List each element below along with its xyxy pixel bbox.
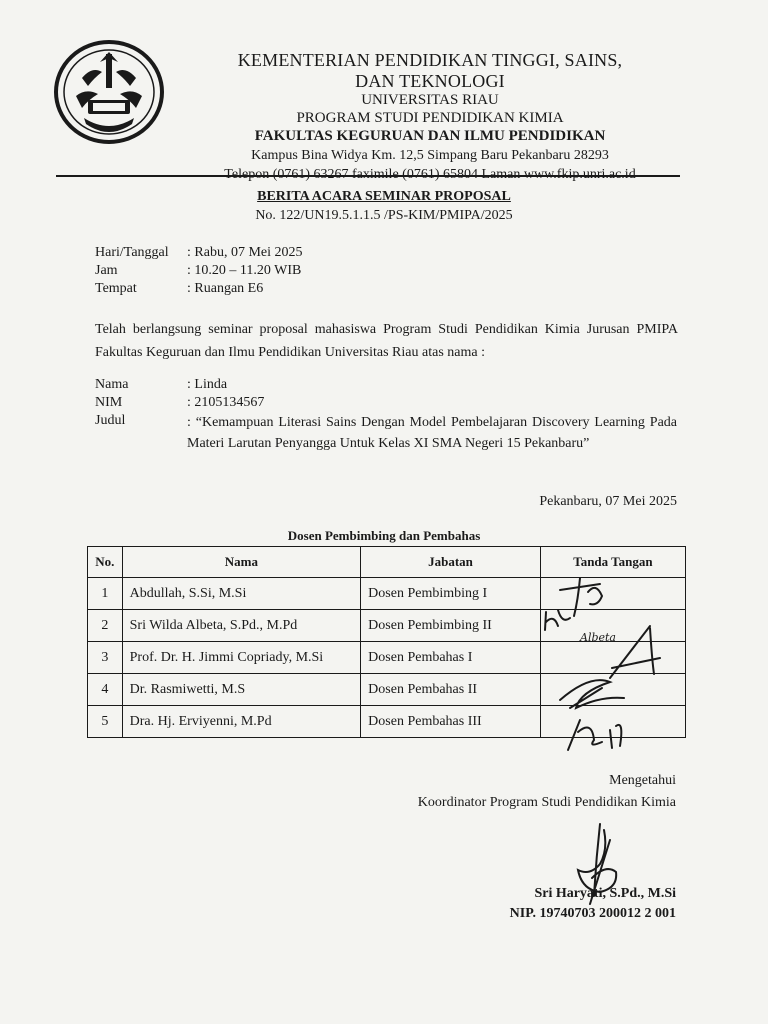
place-date: Pekanbaru, 07 Mei 2025 bbox=[539, 494, 677, 509]
row-role: Dosen Pembahas I bbox=[361, 642, 541, 674]
schedule-row bbox=[95, 244, 677, 262]
table-row bbox=[88, 706, 686, 738]
table-row bbox=[88, 642, 686, 674]
row-role: Dosen Pembahas III bbox=[361, 706, 541, 738]
table-row bbox=[88, 674, 686, 706]
schedule-value: : Rabu, 07 Mei 2025 bbox=[187, 245, 303, 260]
row-name: Prof. Dr. H. Jimmi Copriady, M.Si bbox=[122, 642, 361, 674]
header-divider bbox=[56, 175, 680, 177]
student-label: Nama bbox=[95, 377, 129, 392]
document-number: No. 122/UN19.5.1.1.5 /PS-KIM/PMIPA/2025 bbox=[255, 208, 513, 223]
row-signature-cell bbox=[540, 642, 685, 674]
schedule-label: Hari/Tanggal bbox=[95, 245, 169, 260]
program-name: PROGRAM STUDI PENDIDIKAN KIMIA bbox=[296, 110, 564, 126]
header-signature: Tanda Tangan bbox=[540, 547, 685, 578]
title-heading: BERITA ACARA SEMINAR PROPOSAL bbox=[257, 189, 511, 204]
row-name: Dra. Hj. Erviyenni, M.Pd bbox=[122, 706, 361, 738]
schedule-row bbox=[95, 262, 677, 280]
examiners-table bbox=[87, 546, 686, 738]
row-role: Dosen Pembimbing I bbox=[361, 578, 541, 610]
student-row bbox=[95, 376, 677, 394]
faculty-name: FAKULTAS KEGURUAN DAN ILMU PENDIDIKAN bbox=[254, 128, 606, 144]
student-value: : Linda bbox=[187, 377, 228, 392]
student-block bbox=[95, 376, 677, 454]
row-name: Dr. Rasmiwetti, M.S bbox=[122, 674, 361, 706]
student-value: : 2105134567 bbox=[187, 395, 265, 410]
row-number: 5 bbox=[88, 706, 123, 738]
row-number: 3 bbox=[88, 642, 123, 674]
row-name: Sri Wilda Albeta, S.Pd., M.Pd bbox=[122, 610, 361, 642]
header-role: Jabatan bbox=[361, 547, 541, 578]
signer-name: Sri Haryati, S.Pd., M.Si bbox=[534, 886, 676, 901]
row-role: Dosen Pembahas II bbox=[361, 674, 541, 706]
row-signature-cell bbox=[540, 674, 685, 706]
ministry-line: KEMENTERIAN PENDIDIKAN TINGGI, SAINS, bbox=[237, 50, 623, 70]
table-row bbox=[88, 610, 686, 642]
row-signature-cell bbox=[540, 610, 685, 642]
schedule-label: Tempat bbox=[95, 281, 137, 296]
letterhead bbox=[160, 50, 700, 184]
row-signature-cell bbox=[540, 706, 685, 738]
signer-nip: NIP. 19740703 200012 2 001 bbox=[509, 906, 676, 921]
acknowledgement-block bbox=[418, 770, 676, 814]
row-number: 4 bbox=[88, 674, 123, 706]
ministry-line-2: DAN TEKNOLOGI bbox=[355, 71, 505, 91]
university-logo-icon bbox=[52, 38, 166, 146]
header-no: No. bbox=[88, 547, 123, 578]
student-row bbox=[95, 394, 677, 412]
row-number: 2 bbox=[88, 610, 123, 642]
row-number: 1 bbox=[88, 578, 123, 610]
address-line: Kampus Bina Widya Km. 12,5 Simpang Baru Pekanbaru 28293 bbox=[251, 148, 609, 163]
document-title bbox=[0, 187, 768, 225]
university-name: UNIVERSITAS RIAU bbox=[361, 92, 499, 108]
signer-block bbox=[510, 884, 676, 924]
table-header-row bbox=[88, 547, 686, 578]
schedule-label: Jam bbox=[95, 263, 118, 278]
row-name: Abdullah, S.Si, M.Si bbox=[122, 578, 361, 610]
signature-text: Albeta bbox=[580, 631, 616, 644]
table-caption: Dosen Pembimbing dan Pembahas bbox=[287, 528, 481, 543]
row-role: Dosen Pembimbing II bbox=[361, 610, 541, 642]
ack-line-1: Mengetahui bbox=[609, 773, 676, 788]
thesis-title: : “Kemampuan Literasi Sains Dengan Model Pembelajaran Discovery Learning Pada Materi Larutan Penyangga Untuk Kelas XI SMA Negeri 15 Pekanbaru” bbox=[187, 415, 677, 451]
row-signature-cell bbox=[540, 578, 685, 610]
schedule-value: : 10.20 – 11.20 WIB bbox=[187, 263, 302, 278]
schedule-value: : Ruangan E6 bbox=[187, 281, 264, 296]
student-label: Judul bbox=[95, 413, 126, 428]
student-label: NIM bbox=[95, 395, 123, 410]
ack-line-2: Koordinator Program Studi Pendidikan Kimia bbox=[417, 795, 676, 810]
table-row bbox=[88, 578, 686, 610]
intro-paragraph: Telah berlangsung seminar proposal mahasiswa Program Studi Pendidikan Kimia Jurusan PMIPA Fakultas Keguruan dan Ilmu Pendidikan Universitas Riau atas nama : bbox=[95, 322, 678, 360]
header-name: Nama bbox=[122, 547, 361, 578]
schedule-block bbox=[95, 244, 677, 298]
schedule-row bbox=[95, 280, 677, 298]
student-row bbox=[95, 412, 677, 454]
